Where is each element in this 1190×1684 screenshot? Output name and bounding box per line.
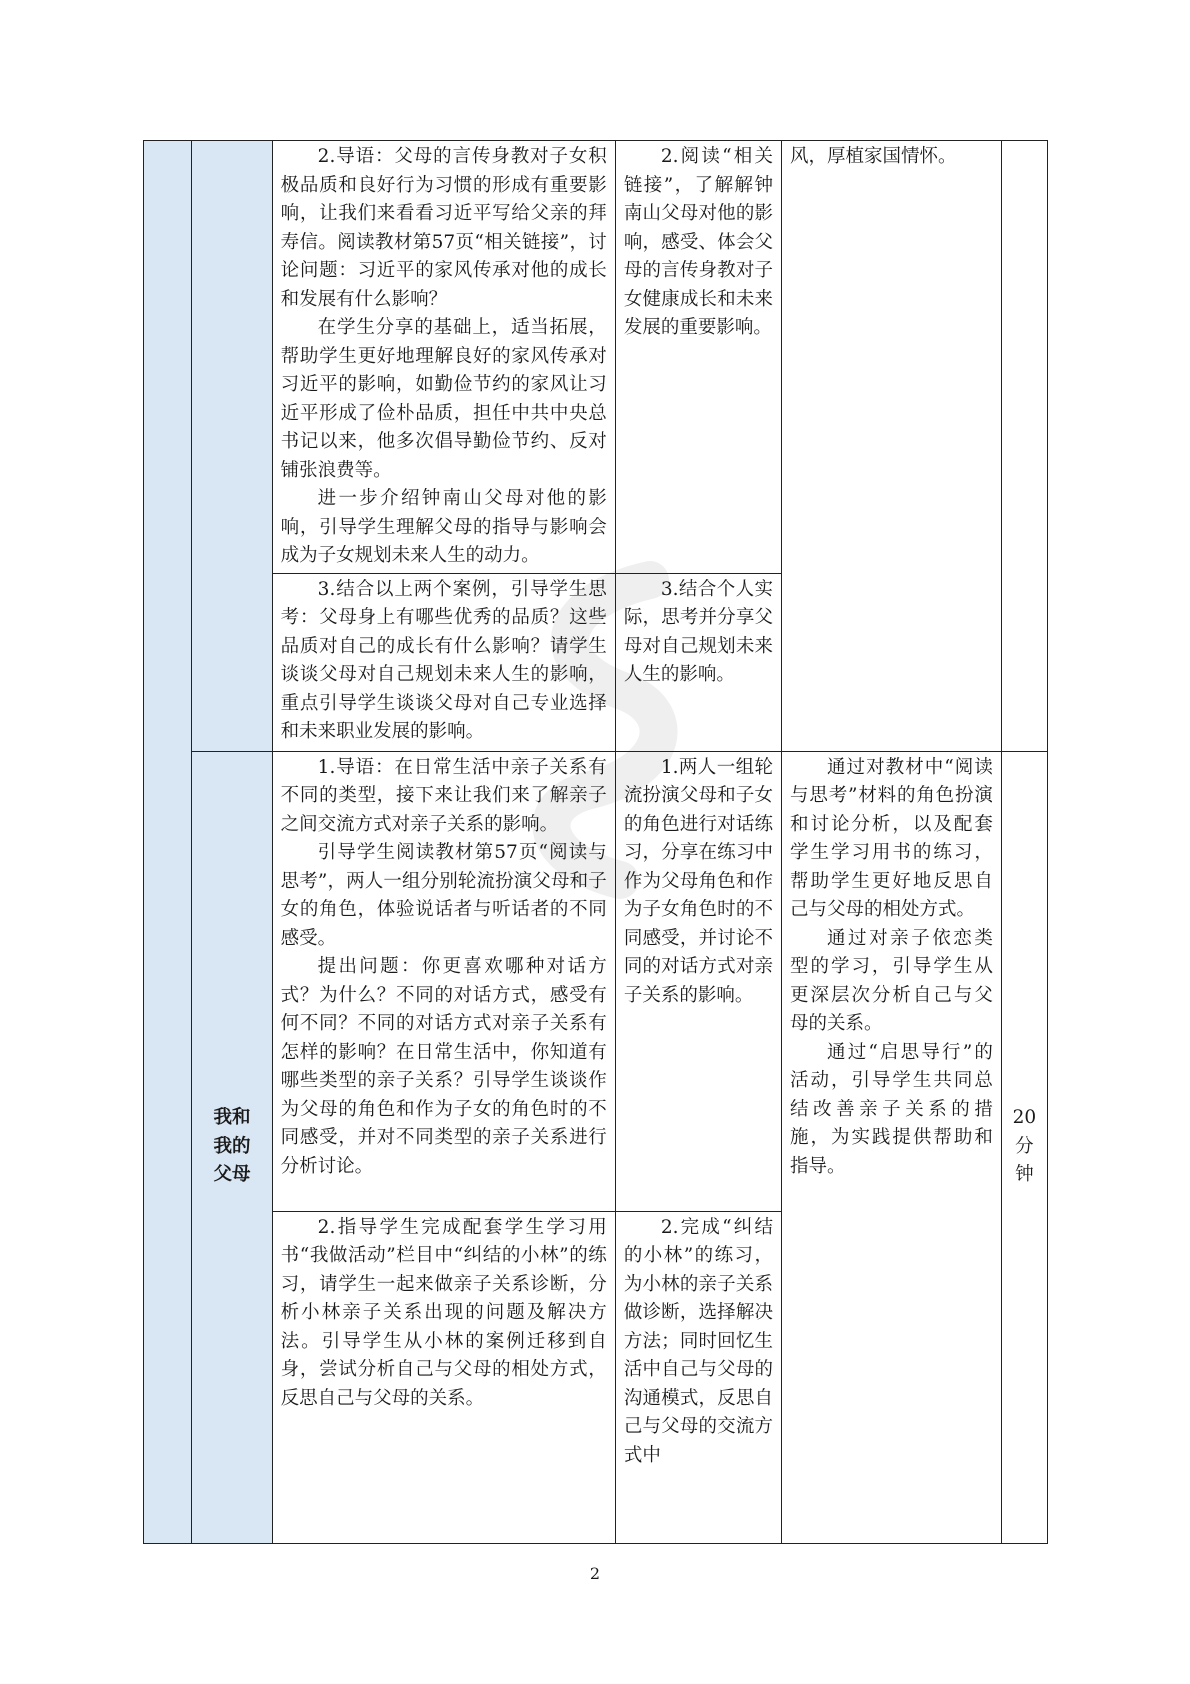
time-unit: 分 [1015, 1135, 1034, 1157]
teacher-activity-cell [272, 141, 615, 574]
student-activity-text: 3.结合个人实际，思考并分享父母对自己规划未来人生的影响。 [623, 578, 774, 685]
stage-cell [144, 141, 192, 1544]
table-row [144, 751, 1048, 1211]
design-intent-text: 风，厚植家国情怀。 [790, 146, 957, 167]
module-title-line: 父母 [213, 1164, 251, 1186]
student-activity-text: 2.完成“纠结的小林”的练习，为小林的亲子关系做诊断，选择解决方法；同时回忆生活中自己与父母的沟通模式，反思自己与父母的交流方式中 [623, 1216, 774, 1466]
page-number: 2 [589, 1564, 601, 1583]
teacher-activity-paragraph: 在学生分享的基础上，适当拓展，帮助学生更好地理解良好的家风传承对习近平的影响，如勤俭节约的家风让习近平形成了俭朴品质，担任中共中央总书记以来，他多次倡导勤俭节约、反对铺张浪费等。 [280, 317, 607, 481]
module-title-line: 我和 [213, 1107, 251, 1129]
time-value: 20 [1012, 1107, 1037, 1129]
teacher-activity-cell [272, 573, 615, 751]
teacher-activity-paragraph: 1.导语：在日常生活中亲子关系有不同的类型，接下来让我们来了解亲子之间交流方式对亲子关系的影响。 [280, 756, 607, 835]
design-intent-paragraph: 通过对亲子依恋类型的学习，引导学生从更深层次分析自己与父母的关系。 [790, 927, 993, 1034]
student-activity-cell [615, 751, 781, 1211]
module-title-line: 我的 [213, 1135, 251, 1157]
student-activity-cell [615, 141, 781, 574]
teacher-activity-paragraph: 3.结合以上两个案例，引导学生思考：父母身上有哪些优秀的品质？这些品质对自己的成长有什么影响？请学生谈谈父母对自己规划未来人生的影响，重点引导学生谈谈父母对自己专业选择和未来职业发展的影响。 [280, 578, 607, 742]
time-unit: 钟 [1015, 1164, 1034, 1186]
student-activity-cell [615, 1211, 781, 1543]
student-activity-cell [615, 573, 781, 751]
teacher-activity-paragraph: 进一步介绍钟南山父母对他的影响，引导学生理解父母的指导与影响会成为子女规划未来人生的动力。 [280, 488, 607, 566]
student-activity-text: 1.两人一组轮流扮演父母和子女的角色进行对话练习，分享在练习中作为父母角色和作为子女角色时的不同感受，并讨论不同的对话方式对亲子关系的影响。 [623, 756, 774, 1006]
teacher-activity-paragraph: 2.导语：父母的言传身教对子女积极品质和良好行为习惯的形成有重要影响，让我们来看看习近平写给父亲的拜寿信。阅读教材第57页“相关链接”，讨论问题：习近平的家风传承对他的成长和发展有什么影响？ [280, 146, 607, 310]
teacher-activity-paragraph: 引导学生阅读教材第57页“阅读与思考”，两人一组分别轮流扮演父母和子女的角色，体验说话者与听话者的不同感受。 [280, 842, 607, 949]
module-cell [192, 751, 272, 1543]
module-cell-previous [192, 141, 272, 752]
teacher-activity-cell [272, 751, 615, 1211]
student-activity-text: 2.阅读“相关链接”，了解解钟南山父母对他的影响，感受、体会父母的言传身教对子女健康成长和未来发展的重要影响。 [623, 146, 774, 338]
design-intent-cell [782, 751, 1002, 1543]
lesson-plan-table [143, 140, 1048, 1544]
design-intent-cell [782, 141, 1002, 752]
design-intent-paragraph: 通过对教材中“阅读与思考”材料的角色扮演和讨论分析，以及配套学生学习用书的练习，帮助学生更好地反思自己与父母的相处方式。 [790, 756, 993, 920]
time-cell-previous [1001, 141, 1047, 752]
table-row [144, 141, 1048, 574]
teacher-activity-cell [272, 1211, 615, 1543]
teacher-activity-paragraph: 2.指导学生完成配套学生学习用书“我做活动”栏目中“纠结的小林”的练习，请学生一起来做亲子关系诊断，分析小林亲子关系出现的问题及解决方法。引导学生从小林的案例迁移到自身，尝试分析自己与父母的相处方式，反思自己与父母的关系。 [280, 1216, 607, 1409]
design-intent-paragraph: 通过“启思导行”的活动，引导学生共同总结改善亲子关系的措施，为实践提供帮助和指导。 [790, 1041, 993, 1177]
teacher-activity-paragraph: 提出问题：你更喜欢哪种对话方式？为什么？不同的对话方式，感受有何不同？不同的对话方式对亲子关系有怎样的影响？在日常生活中，你知道有哪些类型的亲子关系？引导学生谈谈作为父母的角色和作为子女的角色时的不同感受，并对不同类型的亲子关系进行分析讨论。 [280, 956, 607, 1177]
time-cell [1001, 751, 1047, 1543]
